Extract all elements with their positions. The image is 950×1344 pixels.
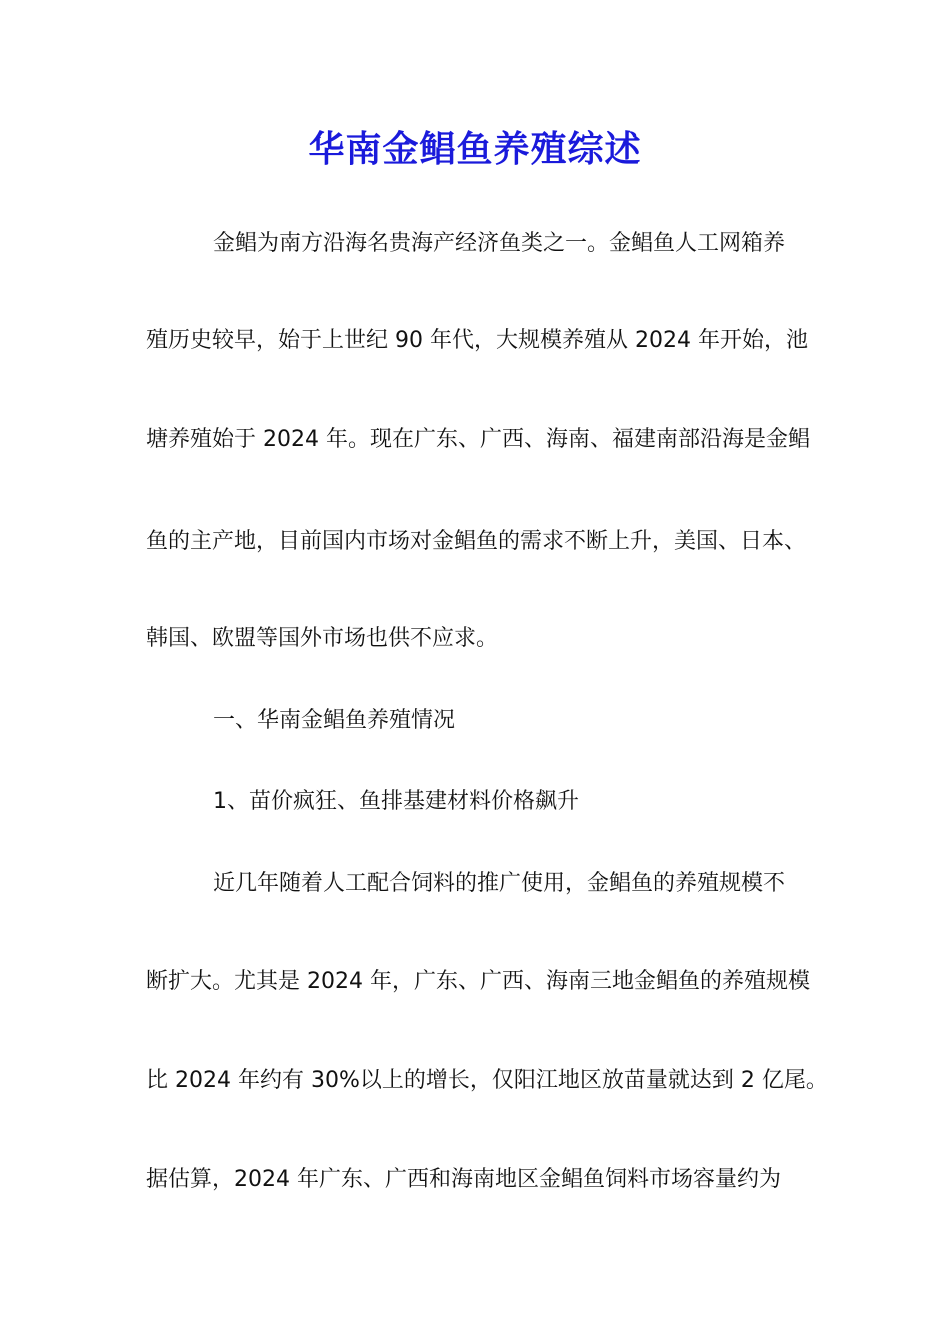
document-title: 华南金鲳鱼养殖综述 [308,129,642,170]
paragraph-line: 据估算，2024 年广东、广西和海南地区金鲳鱼饲料市场容量约为 [146,1167,781,1192]
paragraph-line: 近几年随着人工配合饲料的推广使用，金鲳鱼的养殖规模不 [213,871,786,896]
paragraph-line: 比 2024 年约有 30%以上的增长，仅阳江地区放苗量就达到 2 亿尾。 [146,1068,828,1093]
paragraph-line: 鱼的主产地，目前国内市场对金鲳鱼的需求不断上升，美国、日本、 [146,529,807,554]
paragraph-line: 断扩大。尤其是 2024 年，广东、广西、海南三地金鲳鱼的养殖规模 [146,969,810,994]
section-heading: 一、华南金鲳鱼养殖情况 [213,708,456,733]
paragraph-line: 韩国、欧盟等国外市场也供不应求。 [146,626,499,651]
subsection-heading: 1、苗价疯狂、鱼排基建材料价格飙升 [213,789,579,814]
paragraph-line: 殖历史较早，始于上世纪 90 年代，大规模养殖从 2024 年开始，池 [146,328,808,353]
paragraph-line: 金鲳为南方沿海名贵海产经济鱼类之一。金鲳鱼人工网箱养 [213,231,786,256]
paragraph-line: 塘养殖始于 2024 年。现在广东、广西、海南、福建南部沿海是金鲳 [146,427,810,452]
